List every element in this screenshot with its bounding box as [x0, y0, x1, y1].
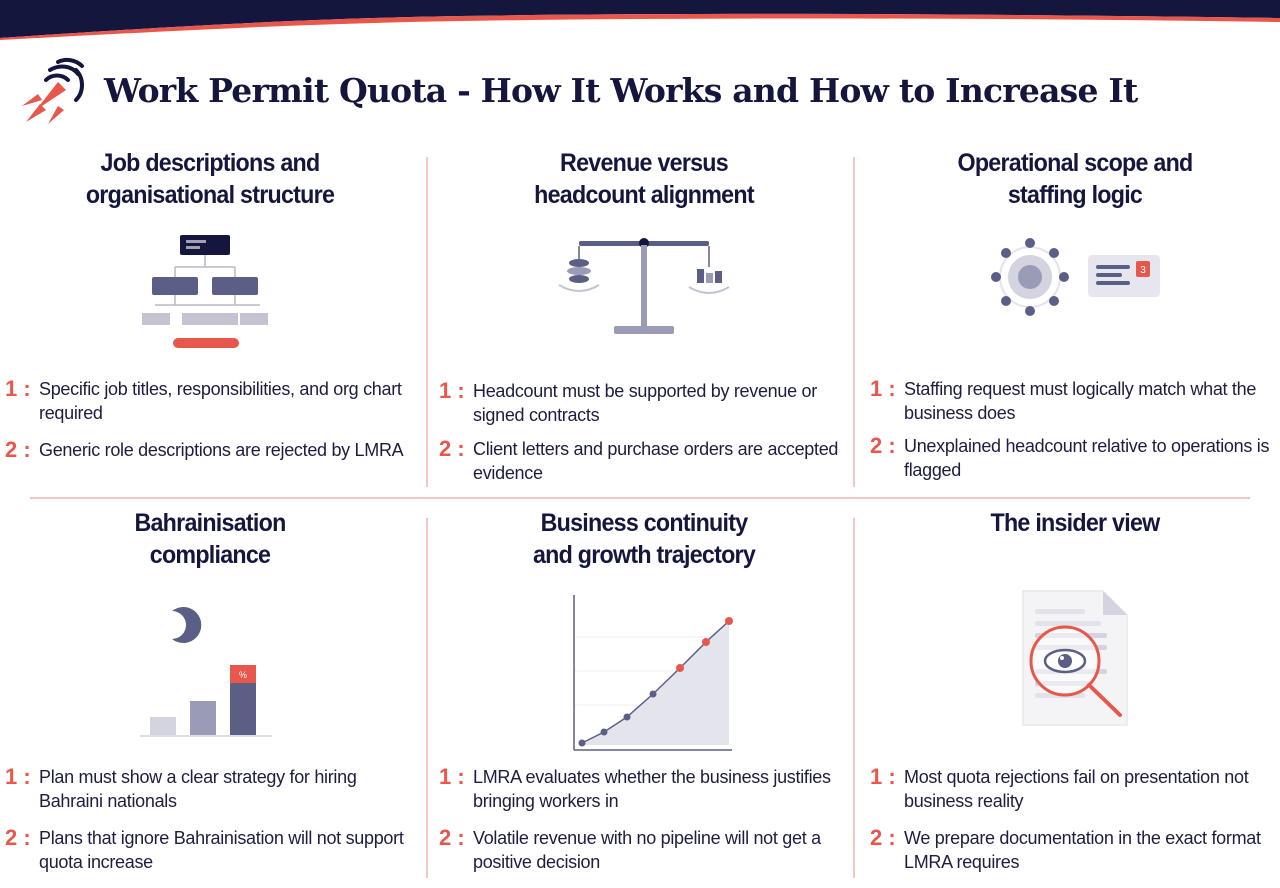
growth-line-chart-icon	[554, 585, 734, 755]
column-divider	[853, 157, 855, 487]
chart-point	[702, 638, 710, 646]
top-wave-banner	[0, 0, 1280, 40]
point-1: 1 : Staffing request must logically match what the business does	[870, 376, 1257, 423]
point-1: 1 : Headcount must be supported by revenue or signed contracts	[439, 378, 817, 425]
notification-badge: 3	[1140, 265, 1146, 276]
column-divider	[426, 518, 428, 878]
card-business-continuity	[439, 507, 849, 872]
point-2: 2 : Volatile revenue with no pipeline will not get a positive decision	[439, 825, 821, 872]
crescent-bar-chart-icon	[140, 599, 280, 749]
point-1: 1 : Specific job titles, responsibilities, and org chart required	[5, 376, 402, 423]
card-title: Job descriptions and organisational structure	[85, 149, 335, 209]
card-operational-scope	[870, 147, 1280, 480]
point-1: 1 : Plan must show a clear strategy for hiring Bahraini nationals	[5, 764, 357, 811]
chart-point	[579, 740, 586, 747]
point-1: 1 : LMRA evaluates whether the business justifies bringing workers in	[439, 764, 831, 811]
header	[18, 50, 1137, 130]
card-title: The insider view	[990, 509, 1160, 537]
org-chart-icon	[140, 225, 280, 350]
point-1: 1 : Most quota rejections fail on presentation not business reality	[870, 764, 1249, 811]
document-magnifier-icon	[1005, 585, 1145, 735]
column-divider	[853, 518, 855, 878]
card-bahrainisation	[5, 507, 415, 872]
chart-point	[624, 714, 631, 721]
point-2: 2 : Client letters and purchase orders are accepted evidence	[439, 436, 839, 483]
network-hub-icon	[990, 237, 1160, 317]
card-job-descriptions	[5, 147, 415, 462]
card-revenue-headcount	[439, 147, 849, 483]
card-title: Bahrainisation compliance	[134, 509, 286, 569]
point-2: 2 : Unexplained headcount relative to operations is flagged	[870, 433, 1270, 480]
point-2: 2 : Plans that ignore Bahrainisation will not support quota increase	[5, 825, 404, 872]
column-divider	[426, 157, 428, 487]
balance-scale-icon	[554, 227, 734, 337]
card-insider-view	[870, 507, 1280, 872]
rocket-logo-icon	[18, 52, 94, 128]
chart-point	[725, 617, 733, 625]
point-2: 2 : We prepare documentation in the exact format LMRA requires	[870, 825, 1261, 872]
percent-label: %	[238, 670, 248, 680]
chart-point	[601, 729, 608, 736]
card-title: Revenue versus headcount alignment	[534, 149, 754, 209]
point-2: 2 : Generic role descriptions are rejected by LMRA	[5, 437, 404, 462]
chart-point	[650, 691, 657, 698]
row-divider	[30, 497, 1250, 499]
page-title: Work Permit Quota - How It Works and How to Increase It	[104, 70, 1138, 110]
card-title: Business continuity and growth trajectory	[532, 509, 756, 569]
chart-point	[676, 664, 684, 672]
card-title: Operational scope and staffing logic	[957, 149, 1193, 209]
